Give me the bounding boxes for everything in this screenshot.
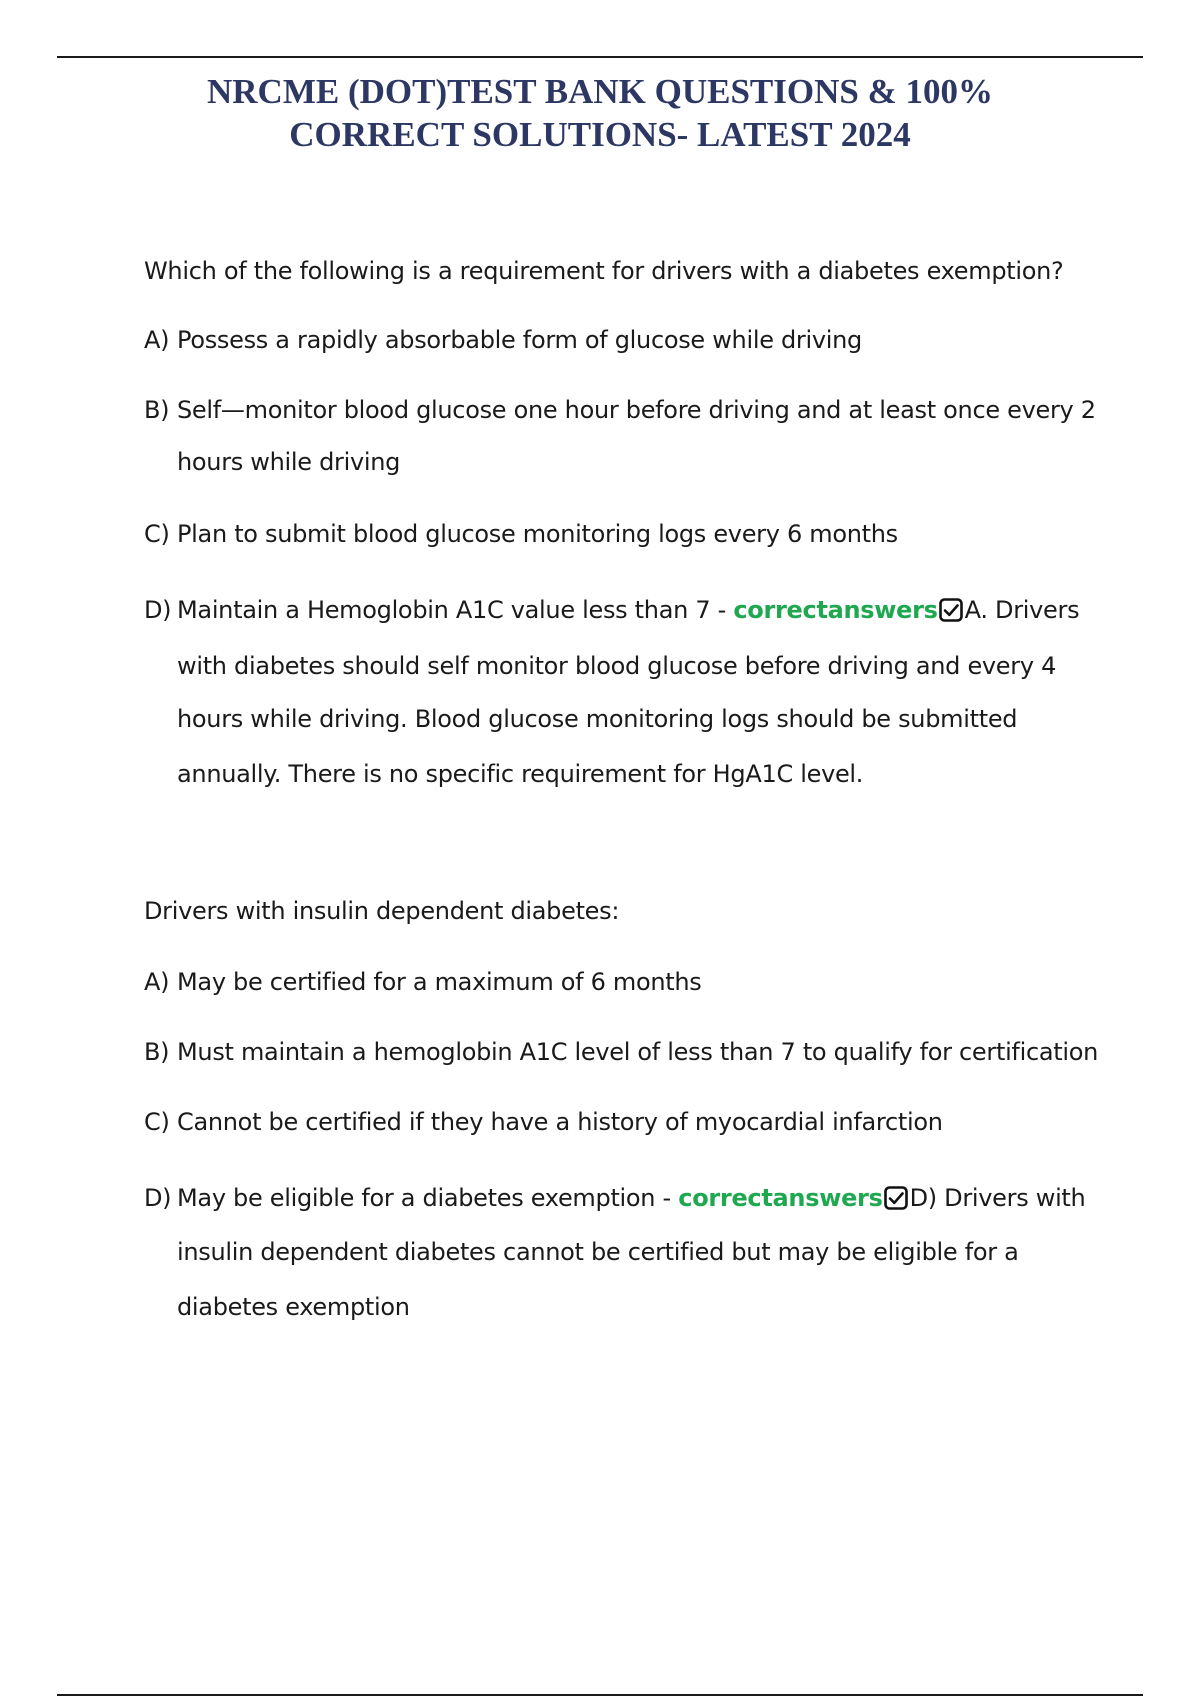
q1-option-d bbox=[144, 595, 1144, 625]
q2-explanation-line-2: insulin dependent diabetes cannot be certified but may be eligible for a bbox=[177, 1238, 1019, 1266]
q2-option-a bbox=[144, 967, 1144, 997]
option-text: Cannot be certified if they have a history of myocardial infarction bbox=[177, 1108, 943, 1136]
q2-option-d bbox=[144, 1183, 1144, 1213]
option-letter: B) bbox=[144, 1038, 170, 1066]
correct-answers-label: correctanswers bbox=[678, 1184, 883, 1212]
checked-box-icon bbox=[884, 1186, 908, 1210]
option-text: Maintain a Hemoglobin A1C value less than 7 - bbox=[177, 596, 727, 624]
checked-box-icon bbox=[939, 598, 963, 622]
option-letter: B) bbox=[144, 396, 170, 424]
q2-option-c bbox=[144, 1107, 1144, 1137]
q1-option-b-continued: hours while driving bbox=[177, 448, 401, 476]
q1-option-b bbox=[144, 395, 1144, 425]
top-rule bbox=[57, 56, 1143, 58]
title-line-1: NRCME (DOT)TEST BANK QUESTIONS & 100% bbox=[207, 72, 993, 111]
answer-text: D) Drivers with bbox=[909, 1184, 1086, 1212]
q1-option-a bbox=[144, 325, 1144, 355]
option-text: May be eligible for a diabetes exemption - bbox=[177, 1184, 671, 1212]
option-text: Possess a rapidly absorbable form of glucose while driving bbox=[177, 326, 862, 354]
option-text: Plan to submit blood glucose monitoring logs every 6 months bbox=[177, 520, 898, 548]
document-title bbox=[0, 70, 1200, 156]
question-1: Which of the following is a requirement for drivers with a diabetes exemption? bbox=[144, 257, 1064, 285]
correct-answers-label: correctanswers bbox=[733, 596, 938, 624]
q1-option-c bbox=[144, 519, 1144, 549]
question-2: Drivers with insulin dependent diabetes: bbox=[144, 897, 620, 925]
title-line-2: CORRECT SOLUTIONS- LATEST 2024 bbox=[289, 115, 911, 154]
bottom-rule bbox=[57, 1694, 1143, 1696]
option-letter: D) bbox=[144, 596, 172, 624]
option-letter: C) bbox=[144, 520, 170, 548]
option-letter: A) bbox=[144, 968, 170, 996]
option-text: May be certified for a maximum of 6 months bbox=[177, 968, 702, 996]
q1-explanation-line-2: with diabetes should self monitor blood glucose before driving and every 4 bbox=[177, 652, 1057, 680]
option-letter: C) bbox=[144, 1108, 170, 1136]
option-letter: A) bbox=[144, 326, 170, 354]
option-text: Must maintain a hemoglobin A1C level of less than 7 to qualify for certification bbox=[177, 1038, 1099, 1066]
answer-text: A. Drivers bbox=[964, 596, 1080, 624]
q2-option-b bbox=[144, 1037, 1144, 1067]
q1-explanation-line-3: hours while driving. Blood glucose monitoring logs should be submitted bbox=[177, 705, 1018, 733]
option-letter: D) bbox=[144, 1184, 172, 1212]
option-text: Self—monitor blood glucose one hour before driving and at least once every 2 bbox=[177, 396, 1096, 424]
q1-explanation-line-4: annually. There is no specific requirement for HgA1C level. bbox=[177, 760, 864, 788]
q2-explanation-line-3: diabetes exemption bbox=[177, 1293, 410, 1321]
